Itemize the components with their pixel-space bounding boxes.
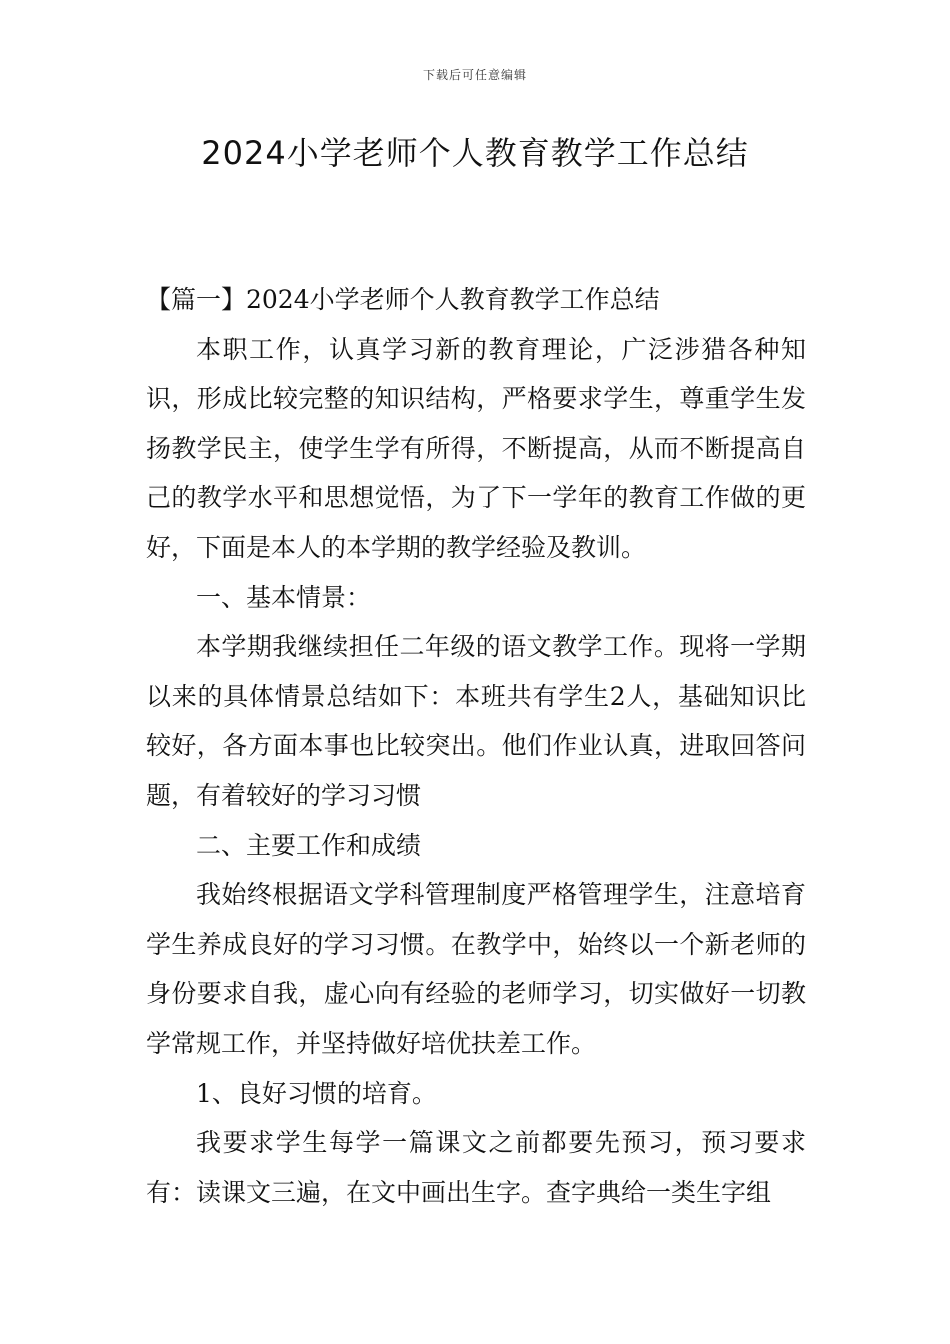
heading-basic-situation: 一、基本情景： xyxy=(196,582,372,612)
paragraph-situation: 本学期我继续担任二年级的语文教学工作。现将一学期以来的具体情景总结如下：本班共有学生2人，基础知识比较好，各方面本事也比较突出。他们作业认真，进取回答问题，有着较好的学习习惯 xyxy=(146,632,806,810)
document-body xyxy=(146,275,806,1217)
header-note: 下载后可任意编辑 xyxy=(422,68,527,82)
paragraph-main-work: 我始终根据语文学科管理制度严格管理学生，注意培育学生养成良好的学习习惯。在教学中，始终以一个新老师的身份要求自我，虚心向有经验的老师学习，切实做好一切教学常规工作，并坚持做好培优扶差工作。 xyxy=(146,880,806,1058)
paragraph-intro: 本职工作，认真学习新的教育理论，广泛涉猎各种知识，形成比较完整的知识结构，严格要求学生，尊重学生发扬教学民主，使学生学有所得，不断提高，从而不断提高自己的教学水平和思想觉悟，为了下一学年的教育工作做的更好，下面是本人的本学期的教学经验及教训。 xyxy=(146,334,806,562)
heading-main-work: 二、主要工作和成绩 xyxy=(196,830,422,860)
paragraph-habits: 我要求学生每学一篇课文之前都要先预习，预习要求有：读课文三遍，在文中画出生字。查字典给一类生字组 xyxy=(146,1128,806,1207)
document-title: 2024小学老师个人教育教学工作总结 xyxy=(201,134,749,172)
section-heading: 【篇一】2024小学老师个人教育教学工作总结 xyxy=(146,285,660,314)
heading-good-habits: 1、良好习惯的培育。 xyxy=(196,1078,437,1108)
